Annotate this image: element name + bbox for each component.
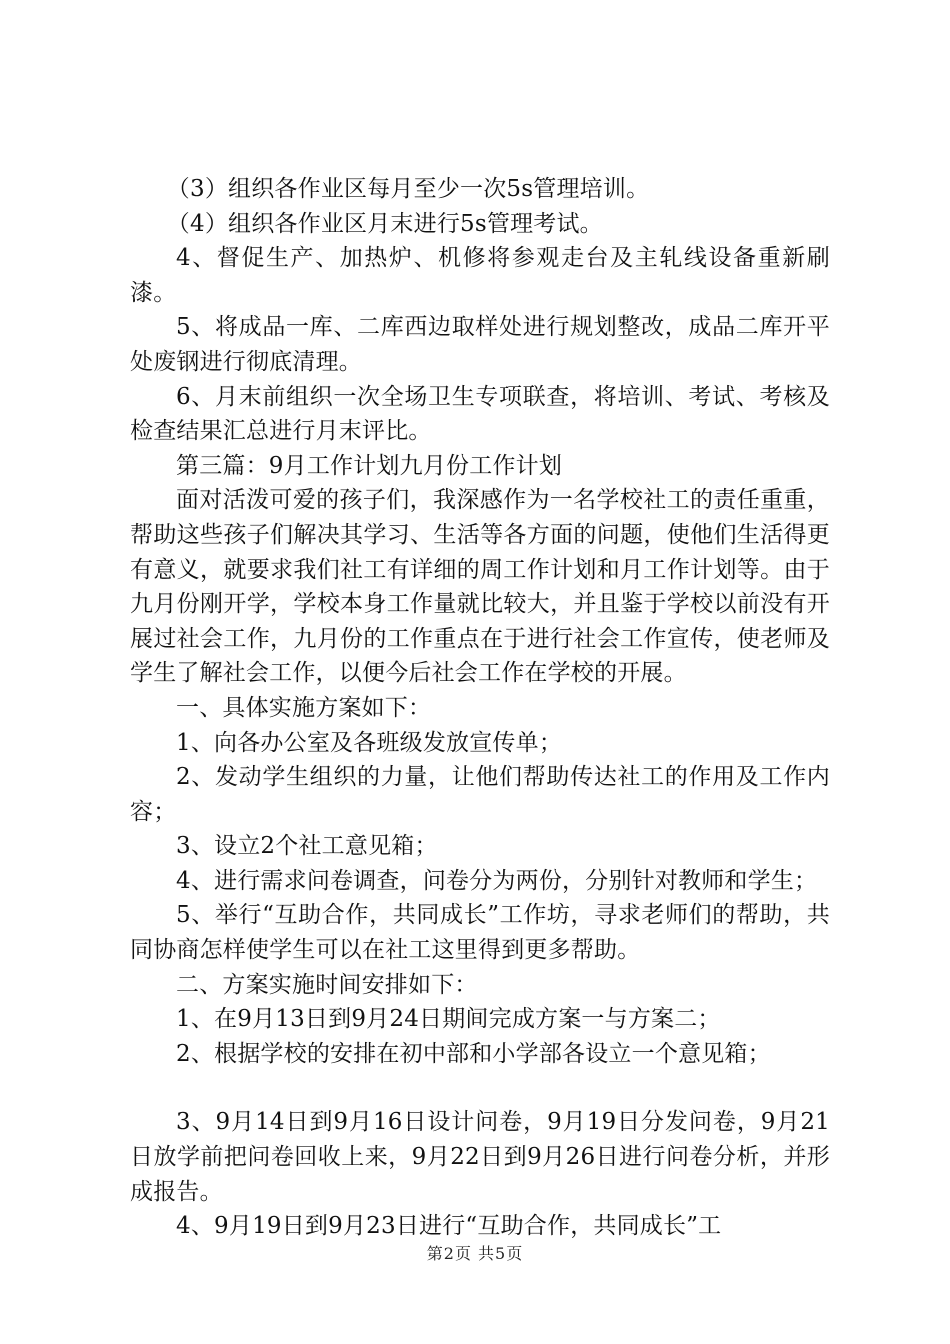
paragraph-exam: （4）组织各作业区月末进行5s管理考试。 bbox=[166, 210, 603, 237]
schedule-item-4: 4、9月19日到9月23日进行“互助合作，共同成长”工 bbox=[176, 1213, 722, 1240]
paragraph-intro: 面对活泼可爱的孩子们，我深感作为一名学校社工的责任重重，帮助这些孩子们解决其学习、生活等各方面的问题，使他们生活得更有意义，就要求我们社工有详细的周工作计划和月工作计划等。由于九月份刚开学，学校本身工作量就比较大，并且鉴于学校以前没有开展过社会工作，九月份的工作重点在于进行社会工作宣传，使老师及学生了解社会工作，以便今后社会工作在学校的开展。 bbox=[130, 487, 830, 687]
heading-implementation-plan: 一、具体实施方案如下： bbox=[176, 694, 432, 721]
schedule-item-1: 1、在9月13日到9月24日期间完成方案一与方案二； bbox=[176, 1006, 721, 1033]
plan-item-5: 5、举行“互助合作，共同成长”工作坊，寻求老师们的帮助，共同协商怎样使学生可以在社工这里得到更多帮助。 bbox=[130, 902, 830, 964]
paragraph-item-5-warehouse: 5、将成品一库、二库西边取样处进行规划整改，成品二库开平处废钢进行彻底清理。 bbox=[130, 314, 830, 375]
paragraph-training: （3）组织各作业区每月至少一次5s管理培训。 bbox=[166, 176, 650, 202]
plan-item-2: 2、发动学生组织的力量，让他们帮助传达社工的作用及工作内容； bbox=[130, 764, 830, 825]
schedule-item-2: 2、根据学校的安排在初中部和小学部各设立一个意见箱； bbox=[176, 1040, 771, 1067]
plan-item-3: 3、设立2个社工意见箱； bbox=[176, 833, 438, 860]
section-heading-part-3: 第三篇：9月工作计划九月份工作计划 bbox=[176, 452, 563, 479]
plan-item-1: 1、向各办公室及各班级发放宣传单； bbox=[176, 729, 563, 756]
plan-item-4: 4、进行需求问卷调查，问卷分为两份，分别针对教师和学生； bbox=[176, 867, 818, 894]
schedule-item-3: 3、9月14日到9月16日设计问卷，9月19日分发问卷，9月21日放学前把问卷回收上来，9月22日到9月26日进行问卷分析，并形成报告。 bbox=[130, 1109, 830, 1205]
document-body bbox=[130, 172, 830, 1244]
paragraph-item-4-repaint: 4、督促生产、加热炉、机修将参观走台及主轧线设备重新刷漆。 bbox=[130, 245, 830, 306]
page-number-footer: 第2页 共5页 bbox=[426, 1244, 524, 1263]
heading-schedule: 二、方案实施时间安排如下： bbox=[176, 971, 478, 998]
paragraph-item-6-inspection: 6、月末前组织一次全场卫生专项联查，将培训、考试、考核及检查结果汇总进行月末评比。 bbox=[130, 383, 830, 445]
